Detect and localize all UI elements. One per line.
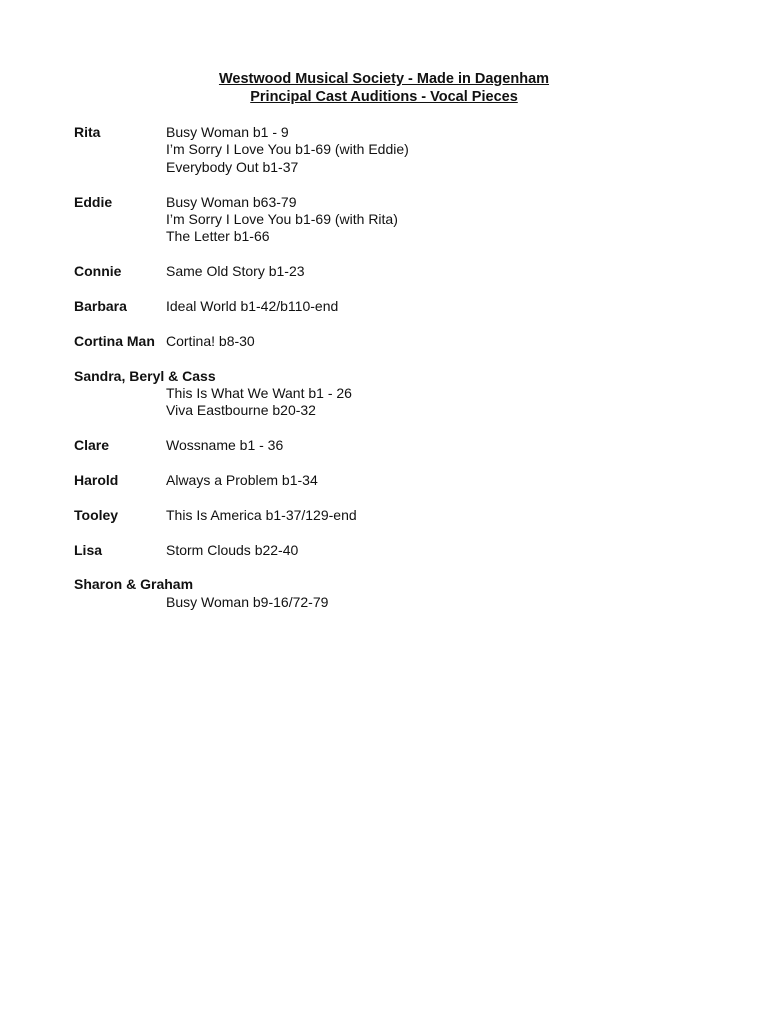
vocal-piece: This Is America b1-37/129-end <box>166 506 357 523</box>
document-subtitle: Principal Cast Auditions - Vocal Pieces <box>250 89 518 105</box>
role-name: Harold <box>74 472 119 489</box>
vocal-piece: Busy Woman b1 - 9 <box>166 124 289 140</box>
audition-entry <box>74 263 694 280</box>
vocal-piece: Always a Problem b1-34 <box>166 472 318 489</box>
role-name: Barbara <box>74 298 127 315</box>
audition-entry <box>74 124 694 176</box>
vocal-piece: Wossname b1 - 36 <box>166 437 284 454</box>
audition-list <box>74 124 694 629</box>
role-name: Connie <box>74 263 122 280</box>
role-name: Tooley <box>74 506 119 523</box>
audition-entry <box>74 576 694 611</box>
vocal-piece: Everybody Out b1-37 <box>166 158 299 175</box>
role-name: Eddie <box>74 193 113 210</box>
vocal-piece: This Is What We Want b1 - 26 <box>166 385 352 402</box>
role-name: Cortina Man <box>74 332 155 349</box>
vocal-piece: Storm Clouds b22-40 <box>166 541 299 558</box>
audition-entry <box>74 298 694 315</box>
vocal-piece: I’m Sorry I Love You b1-69 (with Rita) <box>166 211 398 228</box>
vocal-piece: Cortina! b8-30 <box>166 332 255 349</box>
vocal-piece: I’m Sorry I Love You b1-69 (with Eddie) <box>166 141 409 158</box>
audition-entry <box>74 472 694 489</box>
piece-list <box>74 594 694 611</box>
vocal-piece: Ideal World b1-42/b110-end <box>166 298 339 315</box>
document-title: Westwood Musical Society - Made in Dagenham <box>218 71 550 87</box>
audition-entry <box>74 194 694 246</box>
piece-list <box>166 542 298 559</box>
piece-list <box>166 472 318 489</box>
piece-list <box>166 298 338 315</box>
role-name: Clare <box>74 437 110 454</box>
piece-list <box>74 385 694 420</box>
vocal-piece: The Letter b1-66 <box>166 228 270 245</box>
piece-list <box>166 263 305 280</box>
piece-list <box>166 437 283 454</box>
audition-entry <box>74 333 694 350</box>
vocal-piece: Same Old Story b1-23 <box>166 263 305 280</box>
piece-list <box>166 333 255 350</box>
vocal-piece: Busy Woman b9-16/72-79 <box>166 593 329 610</box>
audition-entry <box>74 437 694 454</box>
role-name: Rita <box>74 124 101 140</box>
piece-list <box>166 124 409 176</box>
role-name: Sharon & Graham <box>74 576 194 593</box>
audition-entry <box>74 542 694 559</box>
audition-entry <box>74 368 694 420</box>
audition-entry <box>74 507 694 524</box>
role-name: Lisa <box>74 541 103 558</box>
piece-list <box>166 507 357 524</box>
role-name: Sandra, Beryl & Cass <box>74 367 216 384</box>
vocal-piece: Viva Eastbourne b20-32 <box>166 402 316 419</box>
vocal-piece: Busy Woman b63-79 <box>166 193 297 210</box>
piece-list <box>166 194 398 246</box>
